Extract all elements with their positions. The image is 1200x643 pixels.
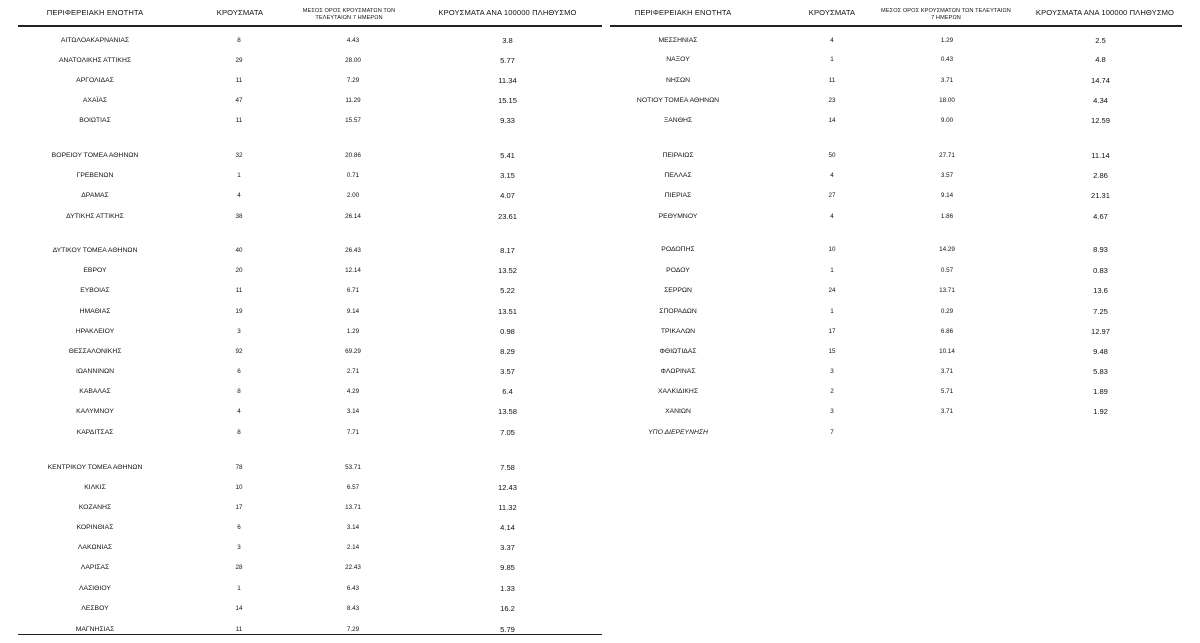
- avg-7day-value: 18.00: [939, 97, 955, 104]
- left-header-cases: ΚΡΟΥΣΜΑΤΑ: [216, 8, 264, 17]
- per-100k-value: 4.07: [500, 191, 515, 200]
- per-100k-value: 3.37: [500, 543, 515, 552]
- avg-7day-value: 5.71: [940, 388, 954, 395]
- avg-7day-value: 3.71: [940, 77, 954, 84]
- avg-7day-value: 26.43: [345, 247, 361, 254]
- per-100k-value: 5.22: [500, 286, 515, 295]
- cases-value: 1: [830, 308, 834, 315]
- per-100k-value: 23.61: [497, 212, 517, 221]
- cases-value: 1: [237, 172, 241, 179]
- avg-7day-value: 2.00: [346, 192, 360, 199]
- per-100k-value: 3.57: [500, 367, 515, 376]
- cases-value: 2: [830, 388, 834, 395]
- per-100k-value: 3.15: [500, 171, 515, 180]
- cases-value: 28: [235, 564, 243, 571]
- per-100k-value: 13.6: [1093, 286, 1108, 295]
- avg-7day-value: 13.71: [939, 287, 955, 294]
- per-100k-value: 12.43: [497, 483, 517, 492]
- cases-value: 27: [828, 192, 836, 199]
- avg-7day-value: 7.71: [346, 429, 360, 436]
- region-name: ΗΡΑΚΛΕΙΟΥ: [75, 328, 115, 335]
- avg-7day-value: 6.71: [346, 287, 360, 294]
- per-100k-value: 9.48: [1093, 347, 1108, 356]
- region-name: ΝΟΤΙΟΥ ΤΟΜΕΑ ΑΘΗΝΩΝ: [636, 97, 720, 104]
- per-100k-value: 5.41: [500, 151, 515, 160]
- avg-7day-value: 0.57: [940, 267, 954, 274]
- per-100k-value: 21.31: [1090, 191, 1110, 200]
- region-name: ΔΡΑΜΑΣ: [81, 192, 109, 199]
- cases-value: 3: [830, 408, 834, 415]
- avg-7day-value: 69.29: [345, 348, 361, 355]
- region-name: ΛΕΣΒΟΥ: [81, 605, 109, 612]
- per-100k-value: 1.33: [500, 584, 515, 593]
- region-name: ΗΜΑΘΙΑΣ: [79, 308, 111, 315]
- cases-value: 10: [828, 246, 836, 253]
- per-100k-value: 13.51: [497, 307, 517, 316]
- region-name: ΛΑΡΙΣΑΣ: [80, 564, 110, 571]
- region-name: ΚΑΒΑΛΑΣ: [79, 388, 111, 395]
- cases-value: 92: [235, 348, 243, 355]
- cases-value: 50: [828, 152, 836, 159]
- region-name: ΔΥΤΙΚΟΥ ΤΟΜΕΑ ΑΘΗΝΩΝ: [52, 247, 138, 254]
- per-100k-value: 12.97: [1090, 327, 1110, 336]
- cases-value: 4: [830, 172, 834, 179]
- cases-value: 14: [828, 117, 836, 124]
- avg-7day-value: 53.71: [345, 464, 361, 471]
- cases-value: 3: [237, 544, 241, 551]
- region-name: ΘΕΣΣΑΛΟΝΙΚΗΣ: [68, 348, 122, 355]
- avg-7day-value: 2.71: [346, 368, 360, 375]
- cases-value: 20: [235, 267, 243, 274]
- avg-7day-value: 2.14: [346, 544, 360, 551]
- region-name: ΦΘΙΩΤΙΔΑΣ: [659, 348, 697, 355]
- per-100k-value: 13.52: [497, 266, 517, 275]
- cases-value: 15: [828, 348, 836, 355]
- region-name: ΚΟΡΙΝΘΙΑΣ: [76, 524, 114, 531]
- cases-value: 17: [828, 328, 836, 335]
- per-100k-value: 5.79: [500, 625, 515, 634]
- per-100k-value: 15.15: [497, 96, 517, 105]
- avg-7day-value: 8.43: [346, 605, 360, 612]
- avg-7day-value: 0.43: [940, 56, 954, 63]
- avg-7day-value: 3.71: [940, 408, 954, 415]
- cases-value: 11: [235, 287, 243, 294]
- avg-7day-value: 7.29: [346, 626, 360, 633]
- cases-value: 78: [235, 464, 243, 471]
- per-100k-value: 4.8: [1095, 55, 1106, 64]
- region-name: ΛΑΚΩΝΙΑΣ: [77, 544, 113, 551]
- per-100k-value: 2.5: [1095, 36, 1106, 45]
- avg-7day-value: 3.71: [940, 368, 954, 375]
- cases-value: 11: [235, 77, 243, 84]
- cases-value: 3: [237, 328, 241, 335]
- region-name: ΕΒΡΟΥ: [83, 267, 107, 274]
- avg-7day-value: 28.00: [345, 57, 361, 64]
- per-100k-value: 6.4: [502, 387, 513, 396]
- avg-7day-value: 7.29: [346, 77, 360, 84]
- bottom-rule: [18, 634, 602, 635]
- cases-value: 11: [828, 77, 836, 84]
- right-header-region: ΠΕΡΙΦΕΡΕΙΑΚΗ ΕΝΟΤΗΤΑ: [634, 8, 732, 17]
- cases-value: 38: [235, 213, 243, 220]
- avg-7day-value: 6.57: [346, 484, 360, 491]
- region-name: ΤΡΙΚΑΛΩΝ: [660, 328, 696, 335]
- region-name: ΒΟΡΕΙΟΥ ΤΟΜΕΑ ΑΘΗΝΩΝ: [51, 152, 139, 159]
- region-name: ΠΕΛΛΑΣ: [664, 172, 692, 179]
- left-header-region: ΠΕΡΙΦΕΡΕΙΑΚΗ ΕΝΟΤΗΤΑ: [46, 8, 144, 17]
- cases-value: 14: [235, 605, 243, 612]
- per-100k-value: 8.93: [1093, 245, 1108, 254]
- avg-7day-value: 0.29: [940, 308, 954, 315]
- region-name: ΚΙΛΚΙΣ: [84, 484, 106, 491]
- cases-value: 29: [235, 57, 243, 64]
- region-name: ΡΟΔΟΥ: [666, 267, 690, 274]
- cases-value: 10: [235, 484, 243, 491]
- avg-7day-value: 27.71: [939, 152, 955, 159]
- cases-value: 7: [830, 429, 834, 436]
- avg-7day-value: 13.71: [345, 504, 361, 511]
- cases-value: 24: [828, 287, 836, 294]
- per-100k-value: 5.83: [1093, 367, 1108, 376]
- region-name: ΦΛΩΡΙΝΑΣ: [660, 368, 696, 375]
- per-100k-value: 16.2: [500, 604, 515, 613]
- cases-value: 8: [237, 37, 241, 44]
- cases-value: 4: [237, 408, 241, 415]
- region-name: ΡΕΘΥΜΝΟΥ: [658, 213, 698, 220]
- region-name: ΧΑΝΙΩΝ: [665, 408, 691, 415]
- per-100k-value: 8.17: [500, 246, 515, 255]
- per-100k-value: 7.25: [1093, 307, 1108, 316]
- left-header-avg: ΜΕΣΟΣ ΟΡΟΣ ΚΡΟΥΣΜΑΤΩΝ ΤΩΝ ΤΕΛΕΥΤΑΙΩΝ 7 ΗΜΕΡΩΝ: [302, 8, 396, 21]
- per-100k-value: 0.98: [500, 327, 515, 336]
- avg-7day-value: 1.29: [346, 328, 360, 335]
- region-name: ΚΑΛΥΜΝΟΥ: [76, 408, 114, 415]
- region-name: ΓΡΕΒΕΝΩΝ: [76, 172, 114, 179]
- cases-value: 1: [830, 267, 834, 274]
- avg-7day-value: 9.00: [940, 117, 954, 124]
- region-name: ΑΝΑΤΟΛΙΚΗΣ ΑΤΤΙΚΗΣ: [58, 57, 132, 64]
- cases-value: 4: [830, 37, 834, 44]
- per-100k-value: 1.89: [1093, 387, 1108, 396]
- per-100k-value: 9.33: [500, 116, 515, 125]
- left-header-per100k: ΚΡΟΥΣΜΑΤΑ ΑΝΑ 100000 ΠΛΗΘΥΣΜΟ: [438, 8, 577, 17]
- per-100k-value: 0.83: [1093, 266, 1108, 275]
- cases-value: 1: [237, 585, 241, 592]
- region-name: ΑΡΓΟΛΙΔΑΣ: [76, 77, 114, 84]
- left-header-rule: [18, 25, 602, 27]
- per-100k-value: 13.58: [497, 407, 517, 416]
- avg-7day-value: 1.86: [940, 213, 954, 220]
- avg-7day-value: 14.29: [939, 246, 955, 253]
- cases-value: 23: [828, 97, 836, 104]
- region-name: ΥΠΟ ΔΙΕΡΕΥΝΗΣΗ: [648, 429, 708, 436]
- right-header-rule: [610, 25, 1182, 27]
- avg-7day-value: 6.43: [346, 585, 360, 592]
- avg-7day-value: 15.57: [345, 117, 361, 124]
- region-name: ΙΩΑΝΝΙΝΩΝ: [75, 368, 115, 375]
- avg-7day-value: 4.43: [346, 37, 360, 44]
- avg-7day-value: 4.29: [346, 388, 360, 395]
- region-name: ΜΕΣΣΗΝΙΑΣ: [658, 37, 698, 44]
- region-name: ΝΗΣΩΝ: [665, 77, 690, 84]
- per-100k-value: 12.59: [1090, 116, 1110, 125]
- per-100k-value: 2.86: [1093, 171, 1108, 180]
- avg-7day-value: 22.43: [345, 564, 361, 571]
- per-100k-value: 4.34: [1093, 96, 1108, 105]
- region-name: ΔΥΤΙΚΗΣ ΑΤΤΙΚΗΣ: [66, 213, 124, 220]
- cases-value: 47: [235, 97, 243, 104]
- cases-value: 1: [830, 56, 834, 63]
- per-100k-value: 11.14: [1091, 151, 1110, 160]
- per-100k-value: 7.58: [500, 463, 515, 472]
- cases-value: 19: [235, 308, 243, 315]
- per-100k-value: 11.34: [498, 76, 517, 85]
- region-name: ΑΧΑΪΑΣ: [82, 97, 108, 104]
- right-header-per100k: ΚΡΟΥΣΜΑΤΑ ΑΝΑ 100000 ΠΛΗΘΥΣΜΟ: [1035, 8, 1175, 17]
- region-name: ΣΕΡΡΩΝ: [664, 287, 692, 294]
- avg-7day-value: 6.86: [940, 328, 954, 335]
- region-name: ΣΠΟΡΑΔΩΝ: [659, 308, 697, 315]
- avg-7day-value: 1.29: [940, 37, 954, 44]
- per-100k-value: 5.77: [500, 56, 515, 65]
- avg-7day-value: 11.29: [345, 97, 361, 104]
- avg-7day-value: 10.14: [939, 348, 955, 355]
- per-100k-value: 7.05: [500, 428, 515, 437]
- avg-7day-value: 3.14: [346, 408, 360, 415]
- per-100k-value: 14.74: [1090, 76, 1110, 85]
- cases-value: 6: [237, 524, 241, 531]
- cases-value: 3: [830, 368, 834, 375]
- cases-value: 32: [235, 152, 243, 159]
- avg-7day-value: 3.57: [940, 172, 954, 179]
- region-name: ΠΕΙΡΑΙΩΣ: [662, 152, 694, 159]
- cases-value: 11: [235, 626, 243, 633]
- cases-value: 8: [237, 388, 241, 395]
- cases-value: 6: [237, 368, 241, 375]
- region-name: ΑΙΤΩΛΟΑΚΑΡΝΑΝΙΑΣ: [60, 37, 130, 44]
- avg-7day-value: 0.71: [346, 172, 360, 179]
- region-name: ΕΥΒΟΙΑΣ: [80, 287, 110, 294]
- per-100k-value: 4.14: [500, 523, 515, 532]
- region-name: ΚΟΖΑΝΗΣ: [78, 504, 112, 511]
- per-100k-value: 3.8: [502, 36, 513, 45]
- region-name: ΜΑΓΝΗΣΙΑΣ: [75, 626, 115, 633]
- per-100k-value: 9.85: [500, 563, 515, 572]
- per-100k-value: 1.92: [1093, 407, 1108, 416]
- region-name: ΠΙΕΡΙΑΣ: [664, 192, 692, 199]
- cases-value: 40: [235, 247, 243, 254]
- right-header-cases: ΚΡΟΥΣΜΑΤΑ: [808, 8, 856, 17]
- avg-7day-value: 9.14: [346, 308, 360, 315]
- cases-value: 4: [830, 213, 834, 220]
- region-name: ΞΑΝΘΗΣ: [663, 117, 693, 124]
- region-name: ΝΑΞΟΥ: [666, 56, 690, 63]
- per-100k-value: 8.29: [500, 347, 515, 356]
- region-name: ΚΕΝΤΡΙΚΟΥ ΤΟΜΕΑ ΑΘΗΝΩΝ: [47, 464, 143, 471]
- avg-7day-value: 9.14: [940, 192, 954, 199]
- right-header-avg: ΜΕΣΟΣ ΟΡΟΣ ΚΡΟΥΣΜΑΤΩΝ ΤΩΝ ΤΕΛΕΥΤΑΙΩΝ 7 ΗΜΕΡΩΝ: [881, 8, 1011, 21]
- region-name: ΡΟΔΟΠΗΣ: [661, 246, 695, 253]
- cases-value: 4: [237, 192, 241, 199]
- per-100k-value: 11.32: [498, 503, 517, 512]
- avg-7day-value: 12.14: [345, 267, 361, 274]
- region-name: ΛΑΣΙΘΙΟΥ: [79, 585, 111, 592]
- cases-value: 17: [235, 504, 243, 511]
- cases-value: 11: [235, 117, 243, 124]
- region-name: ΒΟΙΩΤΙΑΣ: [79, 117, 111, 124]
- avg-7day-value: 3.14: [346, 524, 360, 531]
- avg-7day-value: 20.86: [345, 152, 361, 159]
- per-100k-value: 4.67: [1093, 212, 1108, 221]
- region-name: ΧΑΛΚΙΔΙΚΗΣ: [657, 388, 699, 395]
- region-name: ΚΑΡΔΙΤΣΑΣ: [76, 429, 114, 436]
- avg-7day-value: 26.14: [345, 213, 361, 220]
- cases-value: 8: [237, 429, 241, 436]
